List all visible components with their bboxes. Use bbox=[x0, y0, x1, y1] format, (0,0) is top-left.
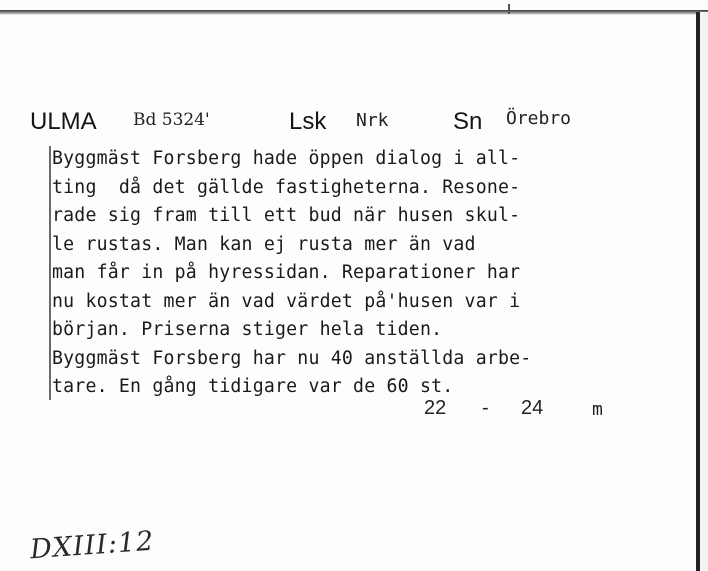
parish-label: Sn bbox=[453, 108, 483, 135]
transcript-line: ting då det gällde fastigheterna. Resone- bbox=[52, 176, 521, 198]
card-edge-mark bbox=[508, 4, 510, 14]
page-dash: - bbox=[482, 397, 489, 419]
page-from: 22 bbox=[424, 397, 447, 419]
parish-value: Örebro bbox=[506, 108, 572, 129]
region-value: Nrk bbox=[356, 110, 389, 131]
margin-rule bbox=[49, 146, 51, 400]
handwritten-shelfmark: DXIII:12 bbox=[29, 525, 156, 566]
scan-border bbox=[700, 12, 708, 571]
transcript-line: rade sig fram till ett bud när husen skul- bbox=[52, 205, 521, 226]
card-transcript bbox=[52, 145, 652, 402]
transcript-line: tare. En gång tidigare var de 60 st. bbox=[52, 376, 454, 397]
reference-number: Bd 5324' bbox=[133, 110, 210, 130]
transcript-line: le rustas. Man kan ej rusta mer än vad bbox=[52, 233, 476, 255]
collection-code: ULMA bbox=[30, 108, 97, 135]
transcript-line: början. Priserna stiger hela tiden. bbox=[52, 319, 443, 340]
card-right-edge bbox=[696, 12, 700, 571]
page-to: 24 bbox=[521, 397, 544, 419]
transcript-line: man får in på hyressidan. Reparationer har bbox=[52, 262, 521, 283]
transcript-line: Byggmäst Forsberg hade öppen dialog i all- bbox=[52, 148, 521, 169]
region-label: Lsk bbox=[289, 108, 327, 135]
card-top-edge bbox=[0, 10, 708, 15]
page-suffix: m bbox=[592, 399, 603, 420]
transcript-line: nu kostat mer än vad värdet på'husen var i bbox=[52, 290, 521, 312]
transcript-line: Byggmäst Forsberg har nu 40 anställda arbe- bbox=[52, 347, 532, 369]
